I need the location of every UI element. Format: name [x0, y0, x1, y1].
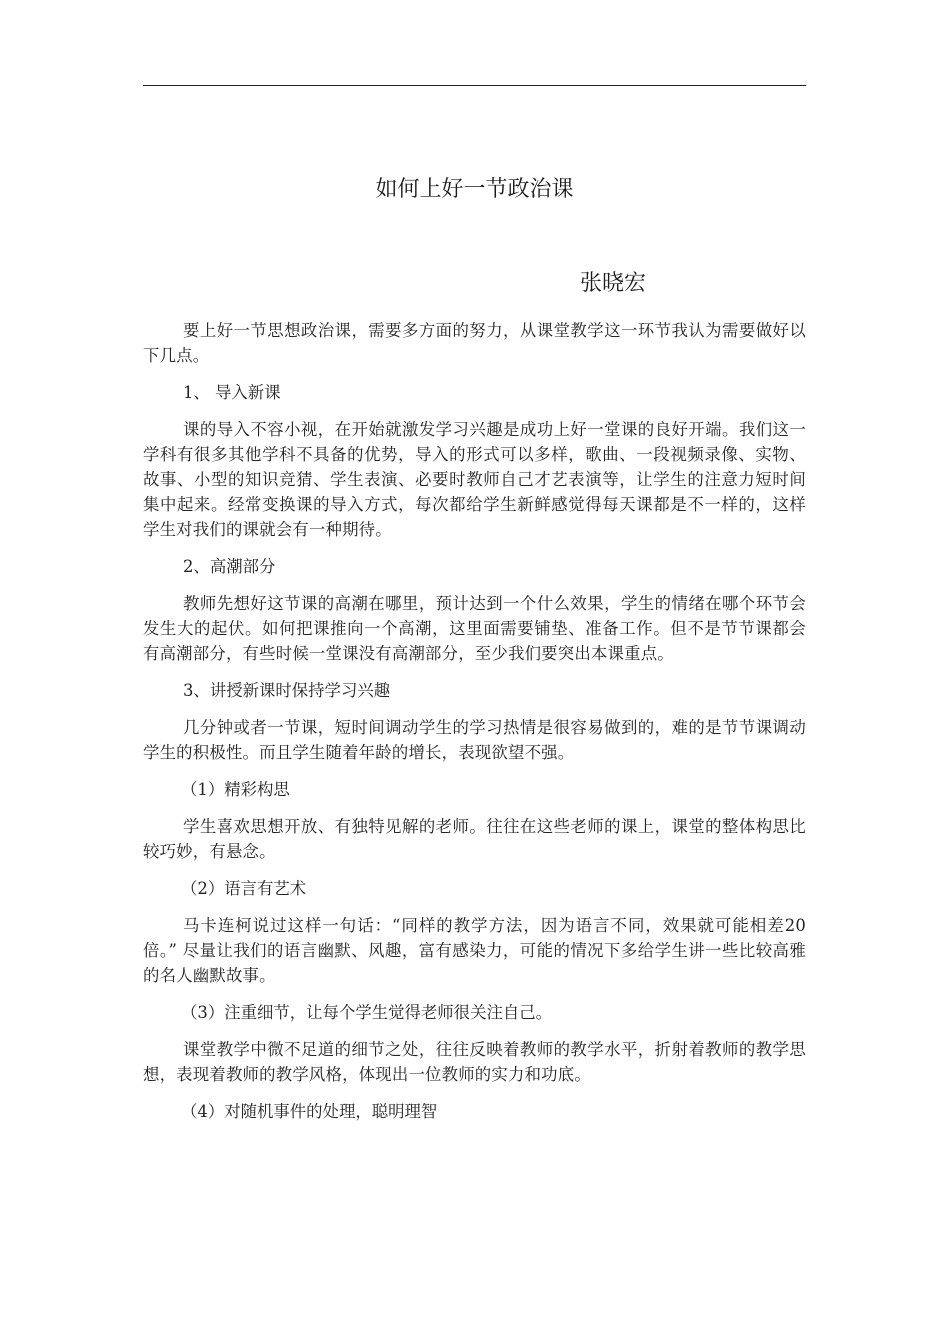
- document-author: 张晓宏: [580, 271, 647, 296]
- paragraph-section-3: 几分钟或者一节课，短时间调动学生的学习热情是很容易做到的，难的是节节课调动学生的积极性。而且学生随着年龄的增长，表现欲望不强。: [143, 718, 806, 762]
- subheading-1: （1）精彩构思: [181, 780, 290, 799]
- paragraph-section-2: 教师先想好这节课的高潮在哪里，预计达到一个什么效果，学生的情绪在哪个环节会发生大的起伏。如何把课推向一个高潮，这里面需要铺垫、准备工作。但不是节节课都会有高潮部分，有些时候一堂课没有高潮部分，至少我们要突出本课重点。: [143, 594, 806, 663]
- section-heading-2: 2、高潮部分: [183, 557, 276, 576]
- paragraph-subsection-1: 学生喜欢思想开放、有独特见解的老师。往往在这些老师的课上，课堂的整体构思比较巧妙，有悬念。: [143, 817, 806, 861]
- paragraph-subsection-2: 马卡连柯说过这样一句话：“同样的教学方法，因为语言不同，效果就可能相差20倍。” 尽量让我们的语言幽默、风趣，富有感染力，可能的情况下多给学生讲一些比较高雅的名人幽默故事。: [143, 916, 806, 985]
- subheading-4: （4）对随机事件的处理，聪明理智: [181, 1102, 438, 1121]
- subheading-3: （3）注重细节，让每个学生觉得老师很关注自己。: [181, 1003, 553, 1022]
- paragraph-section-1: 课的导入不容小视，在开始就激发学习兴趣是成功上好一堂课的良好开端。我们这一学科有很多其他学科不具备的优势，导入的形式可以多样，歌曲、一段视频录像、实物、故事、小型的知识竞猜、学生表演、必要时教师自己才艺表演等，让学生的注意力短时间集中起来。经常变换课的导入方式，每次都给学生新鲜感觉得每天课都是不一样的，这样学生对我们的课就会有一种期待。: [143, 420, 806, 539]
- paragraph-intro: 要上好一节思想政治课，需要多方面的努力，从课堂教学这一环节我认为需要做好以下几点。: [143, 321, 806, 365]
- document-body: [143, 318, 806, 1136]
- section-heading-3: 3、讲授新课时保持学习兴趣: [183, 681, 391, 700]
- section-heading-1: 1、 导入新课: [183, 383, 281, 402]
- paragraph-subsection-3: 课堂教学中微不足道的细节之处，往往反映着教师的教学水平，折射着教师的教学思想，表现着教师的教学风格，体现出一位教师的实力和功底。: [143, 1040, 806, 1084]
- subheading-2: （2）语言有艺术: [181, 879, 307, 898]
- document-title: 如何上好一节政治课: [375, 177, 574, 202]
- header-rule: [143, 85, 806, 86]
